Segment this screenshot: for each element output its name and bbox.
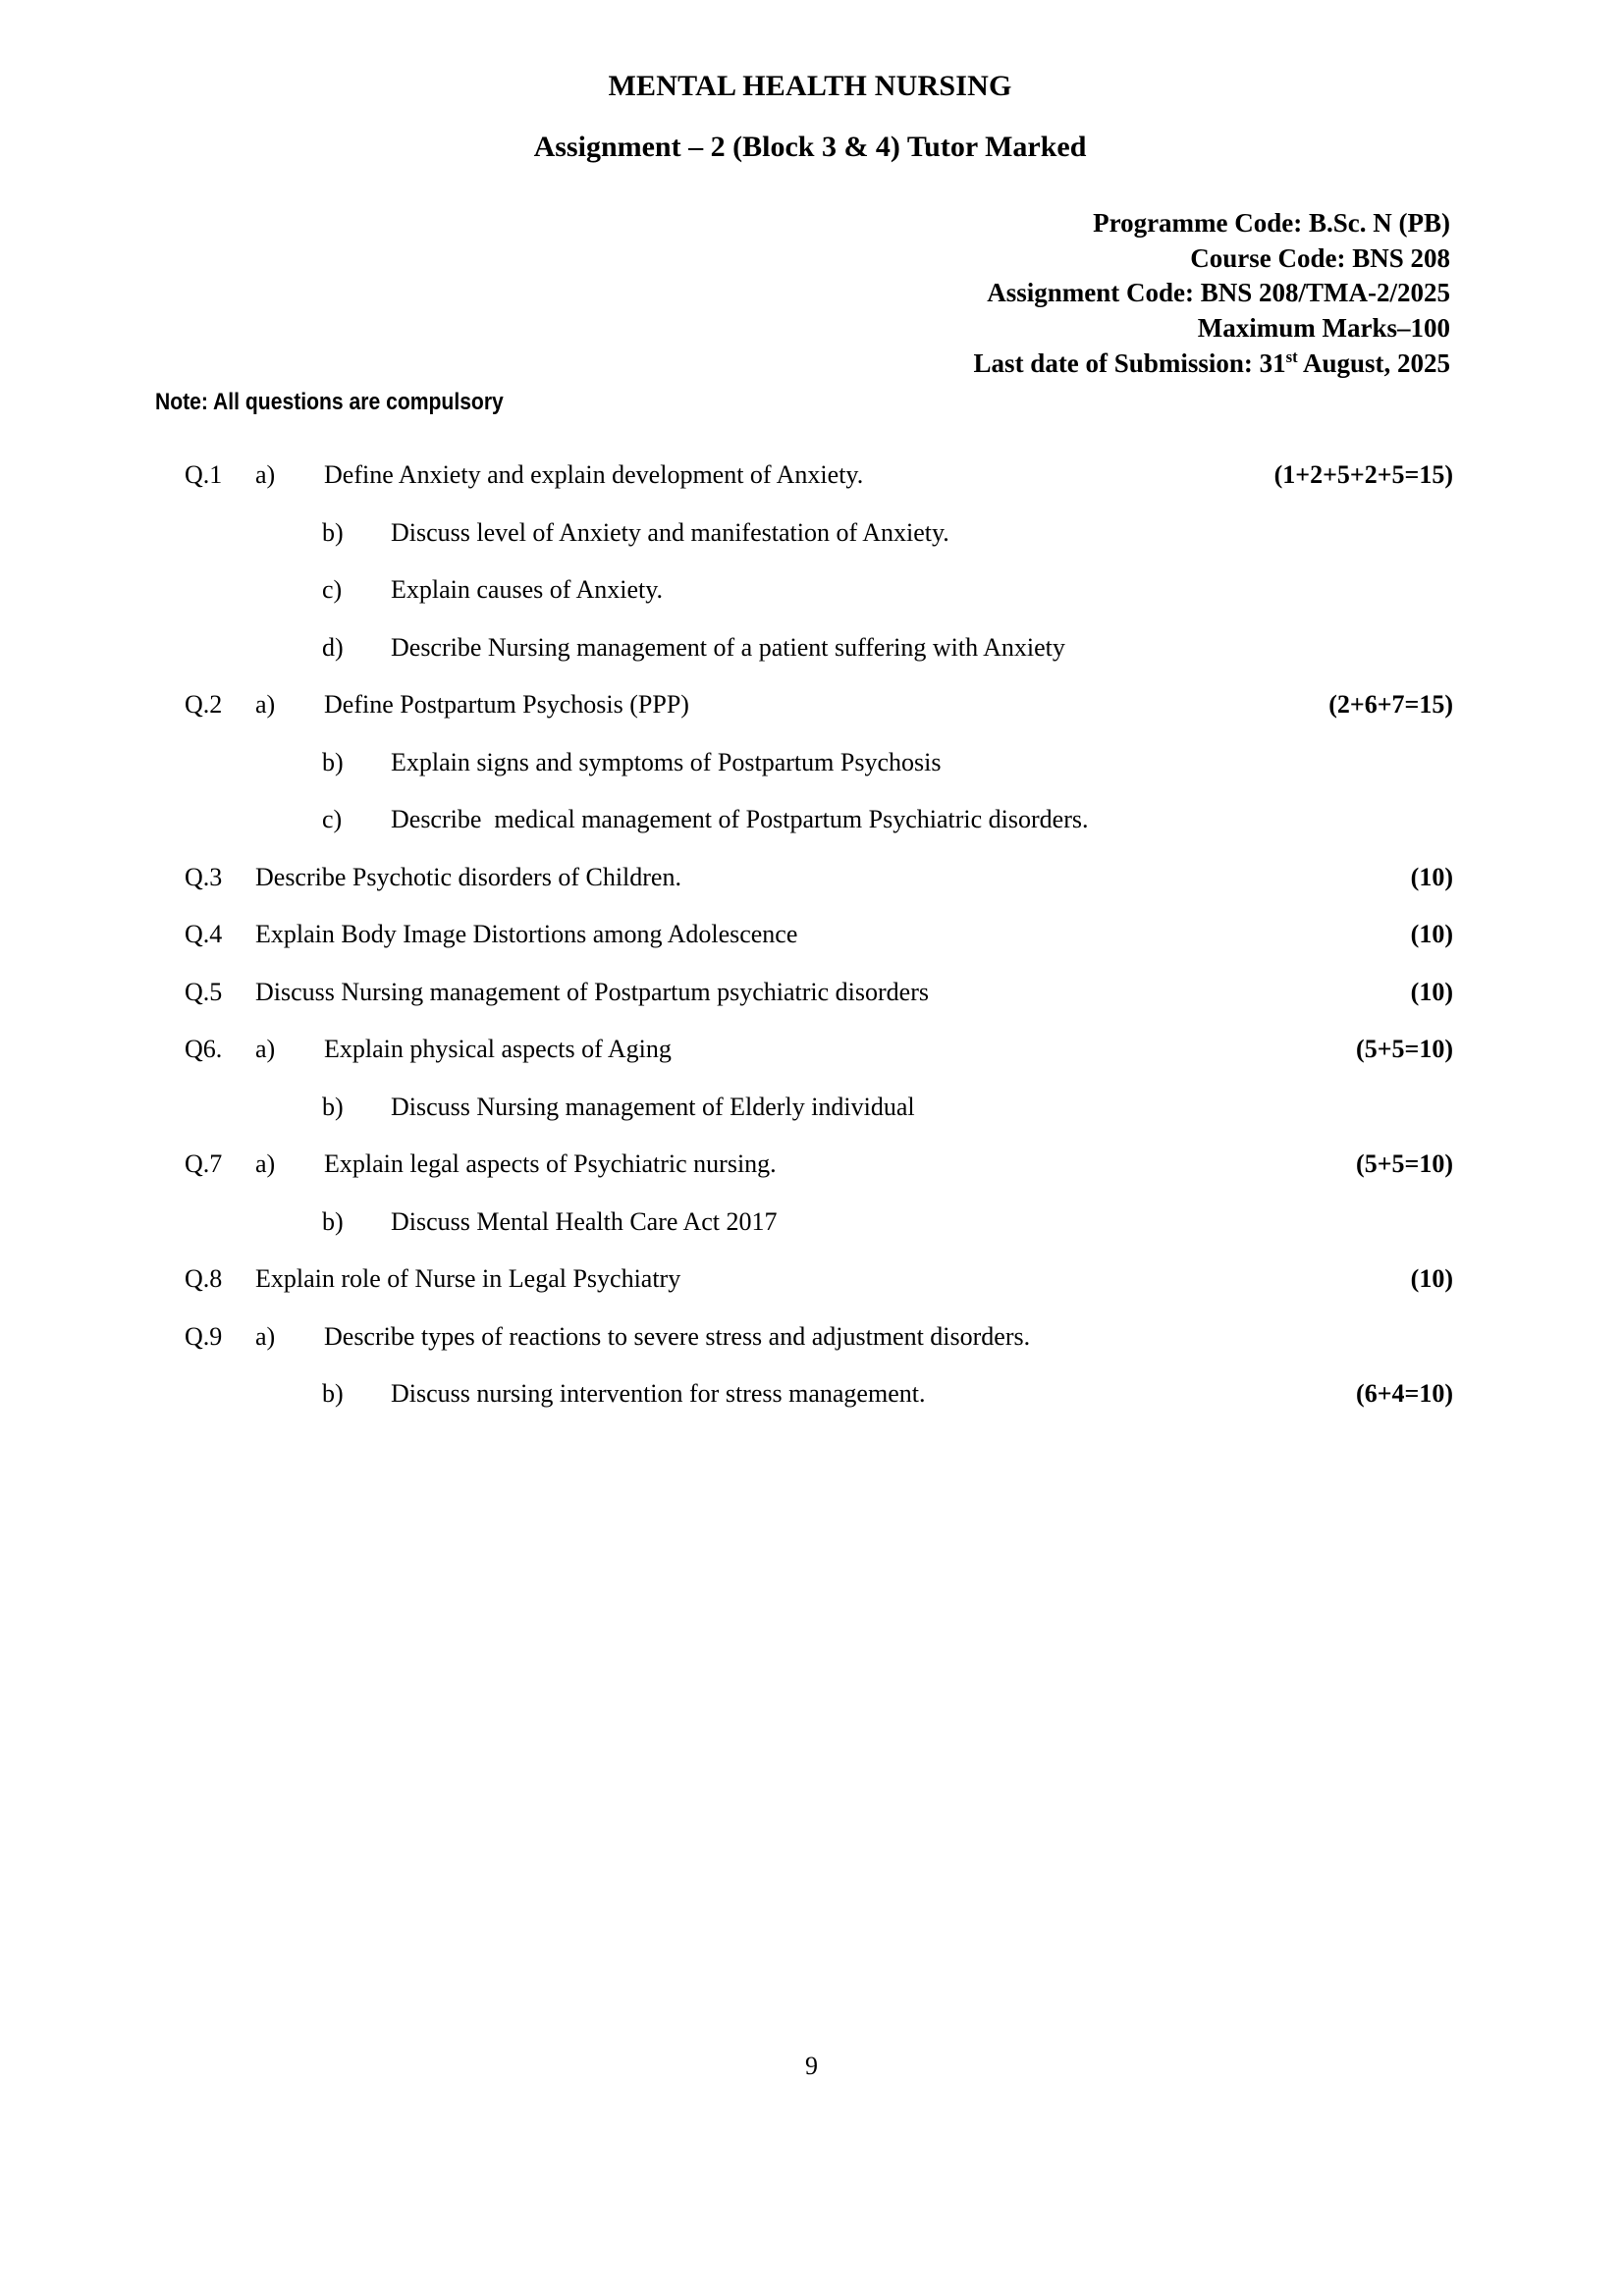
question-row: [167, 747, 1453, 779]
submission-date-suffix: August, 2025: [1297, 347, 1450, 378]
question-row: [167, 574, 1453, 607]
question-marks: (10): [1410, 1264, 1453, 1294]
question-sub-label: b): [322, 747, 344, 776]
page-title: MENTAL HEALTH NURSING: [608, 70, 1012, 102]
question-text: Discuss Nursing management of Postpartum psychiatric disorders: [255, 977, 929, 1006]
submission-date-ordinal-suffix: st: [1285, 347, 1298, 366]
submission-date-prefix: Last date of Submission: 31: [973, 347, 1286, 378]
question-number: Q.2: [185, 690, 223, 720]
question-row: [167, 1148, 1453, 1181]
question-row: [167, 862, 1453, 894]
question-sub-label: b): [322, 1206, 344, 1236]
question-sub-label: a): [255, 690, 276, 720]
assignment-subtitle: Assignment – 2 (Block 3 & 4) Tutor Marked: [533, 131, 1087, 163]
question-row: [167, 689, 1453, 721]
question-marks: (5+5=10): [1356, 1035, 1453, 1064]
question-text: Explain role of Nurse in Legal Psychiatry: [255, 1264, 681, 1294]
question-text: Describe medical management of Postpartum Psychiatric disorders.: [391, 805, 1089, 834]
question-marks: (6+4=10): [1356, 1379, 1453, 1409]
assignment-meta-block: [167, 206, 1453, 381]
question-sub-label: b): [322, 1379, 344, 1409]
submission-date: [167, 347, 1450, 382]
question-text: Explain Body Image Distortions among Adolescence: [255, 920, 798, 949]
question-row: [167, 919, 1453, 951]
question-number: Q.8: [185, 1264, 223, 1294]
question-marks: (10): [1410, 862, 1453, 891]
question-row: [167, 1321, 1453, 1354]
question-text: Describe Nursing management of a patient suffering with Anxiety: [391, 632, 1065, 662]
question-number: Q.3: [185, 862, 223, 891]
question-text: Explain causes of Anxiety.: [391, 575, 664, 605]
question-text: Explain signs and symptoms of Postpartum Psychosis: [391, 747, 942, 776]
question-sub-label: a): [255, 1149, 276, 1179]
question-text: Define Anxiety and explain development of Anxiety.: [324, 460, 864, 490]
question-text: Discuss level of Anxiety and manifestation of Anxiety.: [391, 517, 949, 547]
question-sub-label: c): [322, 805, 343, 834]
question-number: Q.4: [185, 920, 223, 949]
question-sub-label: a): [255, 1035, 276, 1064]
question-sub-label: c): [322, 575, 343, 605]
maximum-marks: Maximum Marks–100: [1197, 312, 1450, 343]
question-text: Define Postpartum Psychosis (PPP): [324, 690, 689, 720]
question-number: Q.7: [185, 1149, 223, 1179]
assignment-code: Assignment Code: BNS 208/TMA-2/2025: [987, 278, 1450, 308]
question-number: Q.1: [185, 460, 223, 490]
question-marks: (1+2+5+2+5=15): [1273, 460, 1453, 490]
course-code: Course Code: BNS 208: [1190, 242, 1450, 273]
question-sub-label: a): [255, 1321, 276, 1351]
question-marks: (2+6+7=15): [1328, 690, 1453, 720]
question-row: [167, 804, 1453, 836]
question-number: Q6.: [185, 1035, 223, 1064]
question-sub-label: b): [322, 1092, 344, 1121]
question-sub-label: b): [322, 517, 344, 547]
page-number: 9: [805, 2052, 818, 2080]
question-marks: (10): [1410, 977, 1453, 1006]
question-text: Describe Psychotic disorders of Children.: [255, 862, 681, 891]
question-text: Discuss Mental Health Care Act 2017: [391, 1206, 778, 1236]
question-number: Q.9: [185, 1321, 223, 1351]
question-row: [167, 1378, 1453, 1411]
question-row: [167, 1263, 1453, 1296]
question-number: Q.5: [185, 977, 223, 1006]
question-sub-label: d): [322, 632, 344, 662]
question-sub-label: a): [255, 460, 276, 490]
question-row: [167, 632, 1453, 665]
note-line: Note: All questions are compulsory: [155, 389, 504, 416]
page-content: [155, 69, 1453, 1436]
question-row: [167, 1092, 1453, 1124]
question-text: Explain physical aspects of Aging: [324, 1035, 672, 1064]
question-row: [167, 1206, 1453, 1239]
question-row: [167, 459, 1453, 492]
questions-list: [167, 459, 1453, 1411]
programme-code: Programme Code: B.Sc. N (PB): [1093, 208, 1450, 238]
question-row: [167, 517, 1453, 550]
question-text: Explain legal aspects of Psychiatric nursing.: [324, 1149, 777, 1179]
question-marks: (10): [1410, 920, 1453, 949]
question-text: Describe types of reactions to severe stress and adjustment disorders.: [324, 1321, 1031, 1351]
question-text: Discuss nursing intervention for stress management.: [391, 1379, 926, 1409]
question-row: [167, 1034, 1453, 1066]
question-row: [167, 977, 1453, 1009]
question-marks: (5+5=10): [1356, 1149, 1453, 1179]
question-text: Discuss Nursing management of Elderly individual: [391, 1092, 915, 1121]
